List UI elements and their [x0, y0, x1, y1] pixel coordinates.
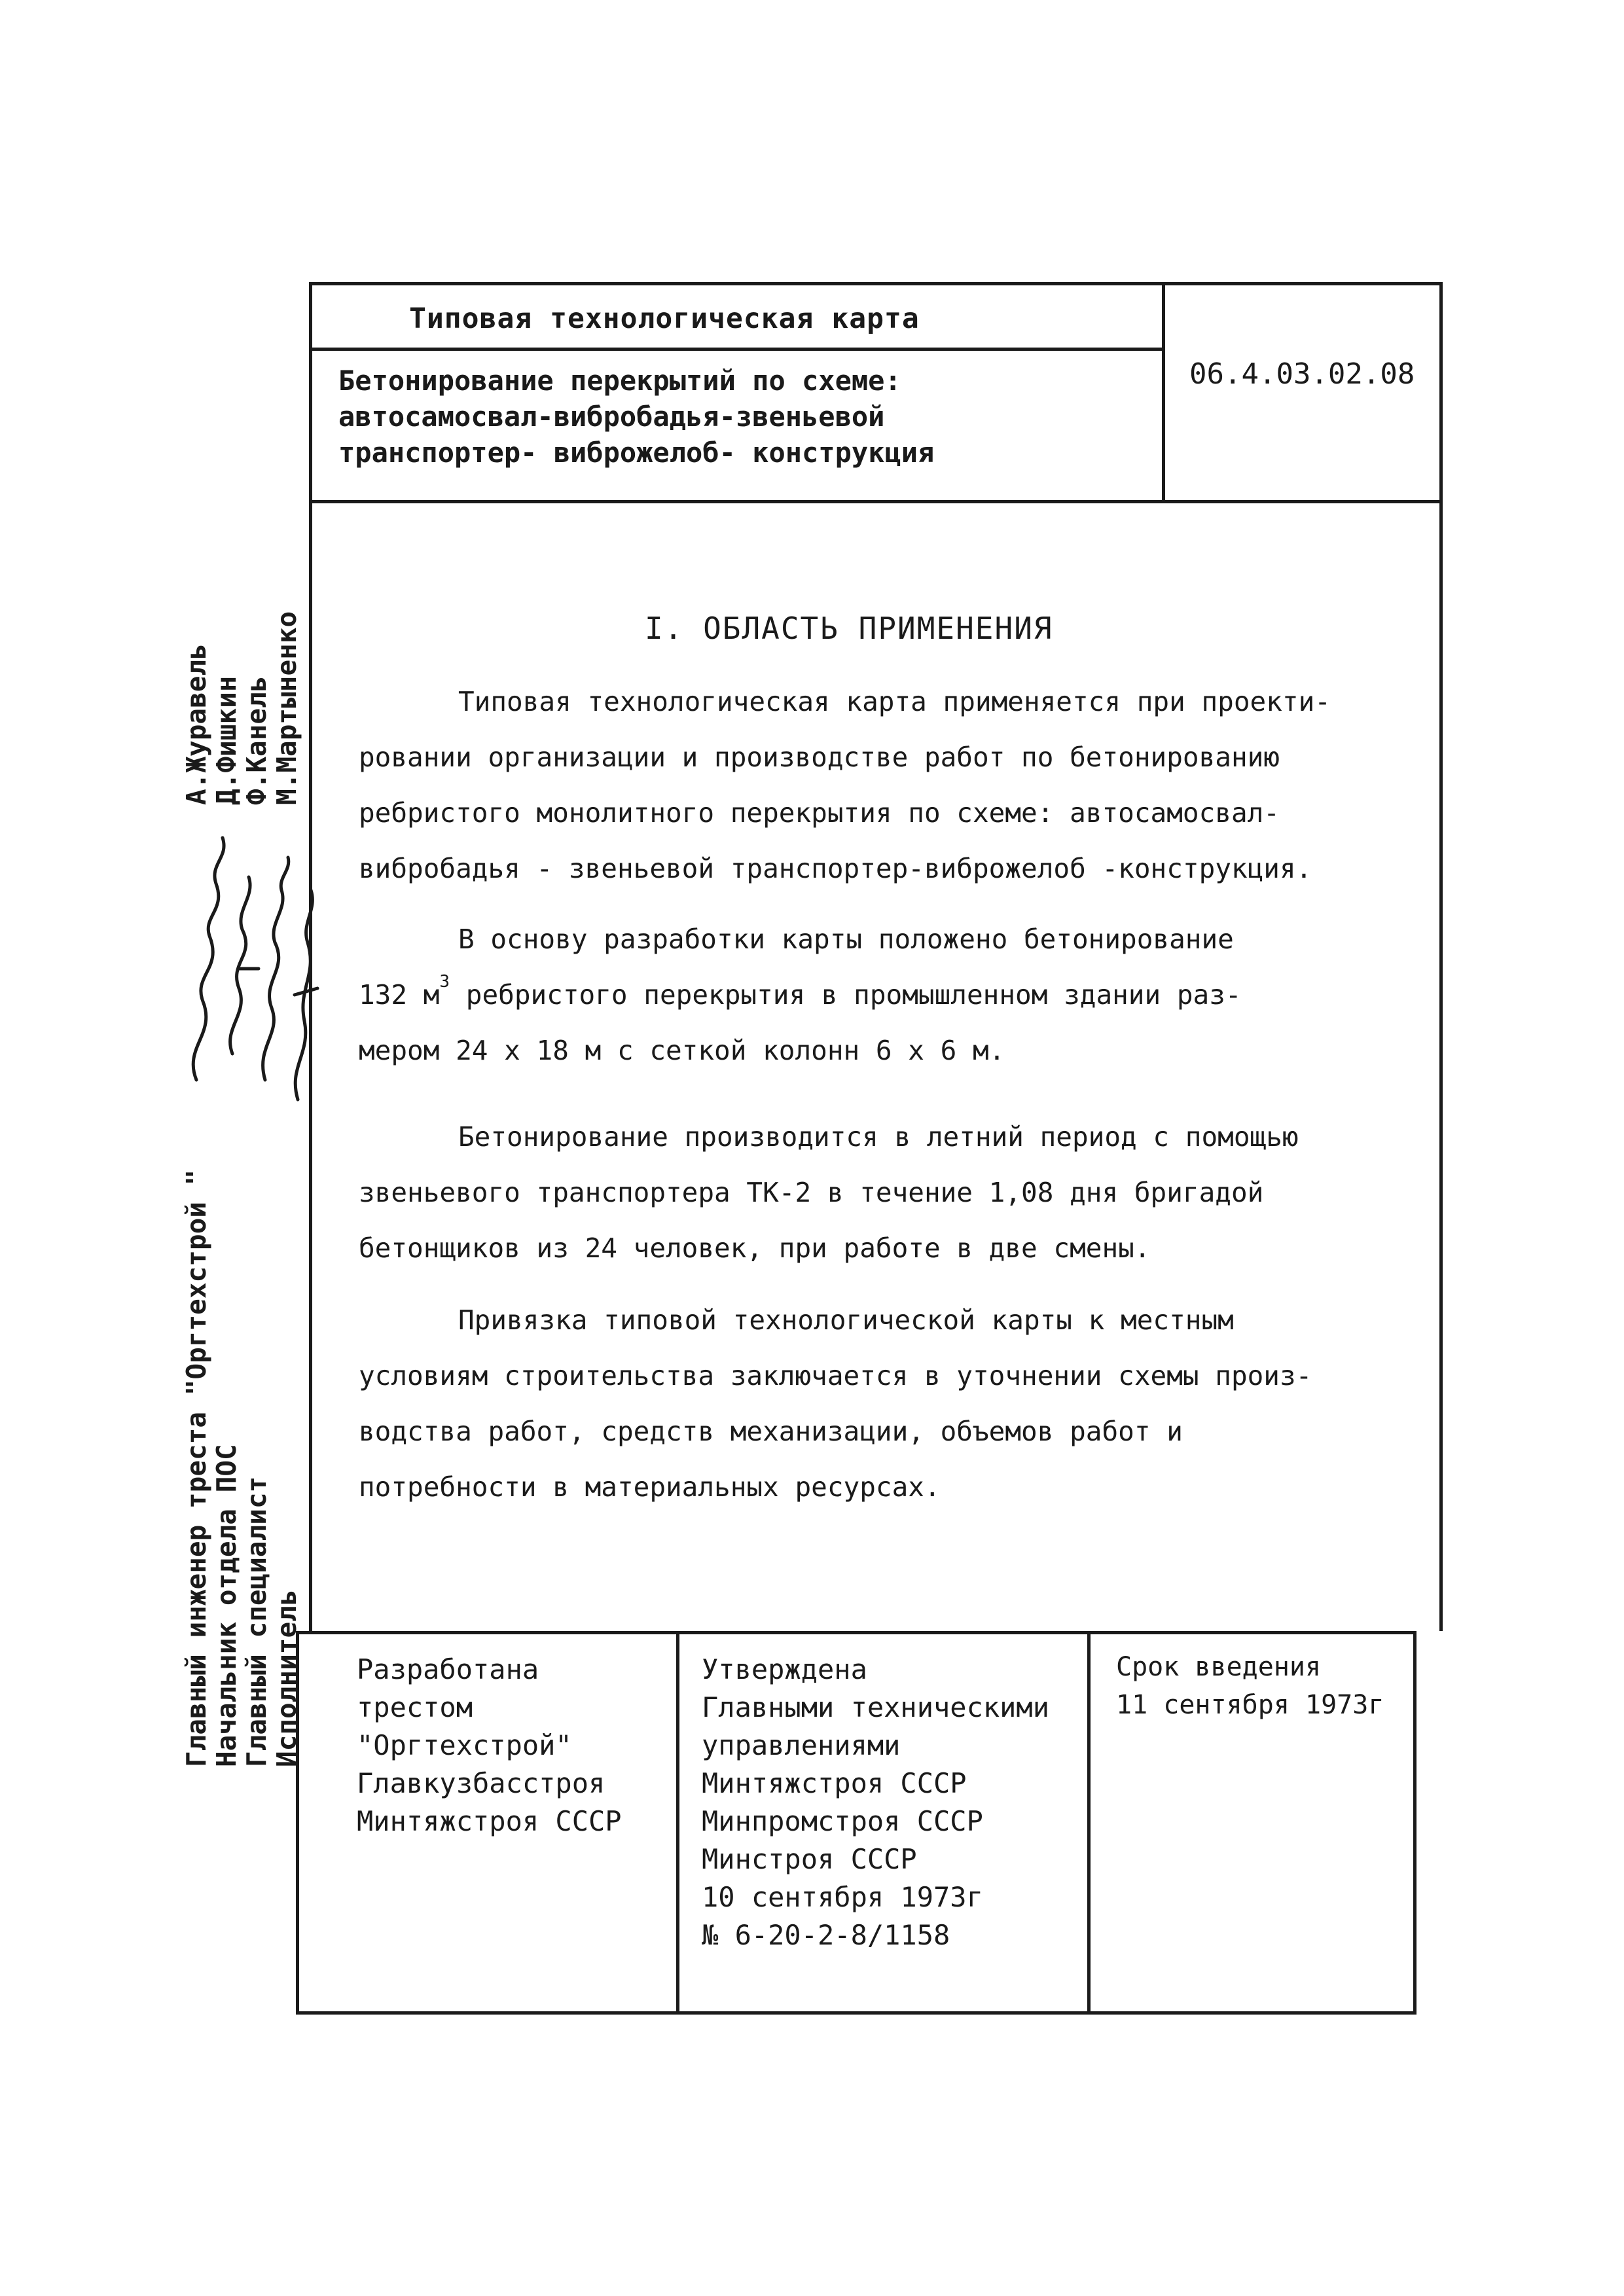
- sidebar-name: А.Журавель: [181, 643, 212, 805]
- subtitle-line: Бетонирование перекрытий по схеме:: [338, 365, 901, 397]
- title-divider: [309, 348, 1162, 351]
- text-line: ровании организации и производстве работ по бетонированию: [359, 742, 1280, 773]
- text-line: Бетонирование производится в летний период с помощью: [458, 1121, 1299, 1153]
- volume-unit-exponent: 3: [439, 972, 450, 992]
- text-line: № 6-20-2-8/1158: [702, 1919, 950, 1951]
- text-line: управлениями: [702, 1729, 901, 1761]
- text-line: ребристого монолитного перекрытия по схеме: автосамосвал-: [359, 797, 1280, 829]
- text-line: "Оргтехстрой": [357, 1729, 572, 1761]
- text-line: мером 24 х 18 м с сеткой колонн 6 х 6 м.: [359, 1035, 1005, 1066]
- paragraph-binding: [359, 1293, 1312, 1515]
- footer-divider: [1087, 1631, 1091, 2015]
- text-line: Минпромстроя СССР: [702, 1805, 983, 1837]
- subtitle-line: транспортер- виброжелоб- конструкция: [338, 437, 935, 469]
- sidebar-titles: [181, 1170, 302, 1767]
- text-line: условиям строительства заключается в уточнении схемы произ-: [359, 1360, 1312, 1391]
- sidebar-name: Ф.Канель: [241, 675, 272, 805]
- text-line: Главными техническими: [702, 1691, 1050, 1723]
- text-line: В основу разработки карты положено бетонирование: [458, 924, 1234, 955]
- effective-date-block: [1116, 1648, 1384, 1724]
- sidebar-name: М.Мартыненко: [271, 611, 302, 805]
- text-line: Разработана: [357, 1653, 539, 1685]
- document-code: 06.4.03.02.08: [1189, 357, 1415, 391]
- volume-value: 132 м: [359, 979, 440, 1011]
- sidebar-title: Главный инженер треста "Оргтехстрой ": [181, 1169, 212, 1767]
- subtitle-line: автосамосвал-вибробадья-звеньевой: [338, 401, 885, 433]
- text-line: Минтяжстроя СССР: [357, 1805, 622, 1837]
- footer-divider: [676, 1631, 679, 2015]
- signature-martynenko: [295, 890, 317, 1100]
- section-title: I. ОБЛАСТЬ ПРИМЕНЕНИЯ: [645, 611, 1053, 646]
- paragraph-basis: [359, 912, 1242, 1079]
- approved-by-block: [702, 1651, 1049, 1954]
- text-line: Минтяжстроя СССР: [702, 1767, 967, 1799]
- signature-zhuravel: [193, 838, 224, 1080]
- header-divider: [1162, 282, 1165, 503]
- sidebar-title: Начальник отдела ПОС: [211, 1444, 242, 1767]
- sidebar-name: Д.Фишкин: [211, 675, 242, 805]
- paragraph-scope: [359, 674, 1331, 897]
- text-fragment: ребристого перекрытия в промышленном здании раз-: [450, 979, 1242, 1011]
- card-title: Типовая технологическая карта: [409, 302, 920, 335]
- developed-by-block: [357, 1651, 622, 1840]
- text-line: Типовая технологическая карта применяется при проекти-: [458, 686, 1331, 717]
- text-line: 10 сентября 1973г: [702, 1881, 983, 1913]
- signature-kanel: [263, 857, 289, 1080]
- sidebar-title: Главный специалист: [241, 1476, 272, 1767]
- text-line: 11 сентября 1973г: [1116, 1690, 1384, 1720]
- sidebar-title: Исполнитель: [271, 1589, 302, 1767]
- text-line: Утверждена: [702, 1653, 867, 1685]
- text-line: Привязка типовой технологической карты к местным: [458, 1304, 1234, 1336]
- text-line: [359, 967, 1242, 1023]
- text-line: звеньевого транспортера ТК-2 в течение 1,08 дня бригадой: [359, 1177, 1264, 1208]
- signatures: [177, 772, 327, 1113]
- text-line: Главкузбасстроя: [357, 1767, 605, 1799]
- text-line: вибробадья - звеньевой транспортер-виброжелоб -конструкция.: [359, 853, 1312, 884]
- signature-fishkin: [230, 877, 259, 1054]
- text-line: Минстроя СССР: [702, 1843, 917, 1875]
- header-frame: [309, 282, 1443, 503]
- card-subtitle: [338, 363, 934, 471]
- text-line: трестом: [357, 1691, 473, 1723]
- paragraph-method: [359, 1109, 1299, 1276]
- text-line: потребности в материальных ресурсах.: [359, 1471, 941, 1503]
- text-line: водства работ, средств механизации, объемов работ и: [359, 1416, 1183, 1447]
- text-line: бетонщиков из 24 человек, при работе в две смены.: [359, 1232, 1151, 1264]
- text-line: Срок введения: [1116, 1652, 1322, 1682]
